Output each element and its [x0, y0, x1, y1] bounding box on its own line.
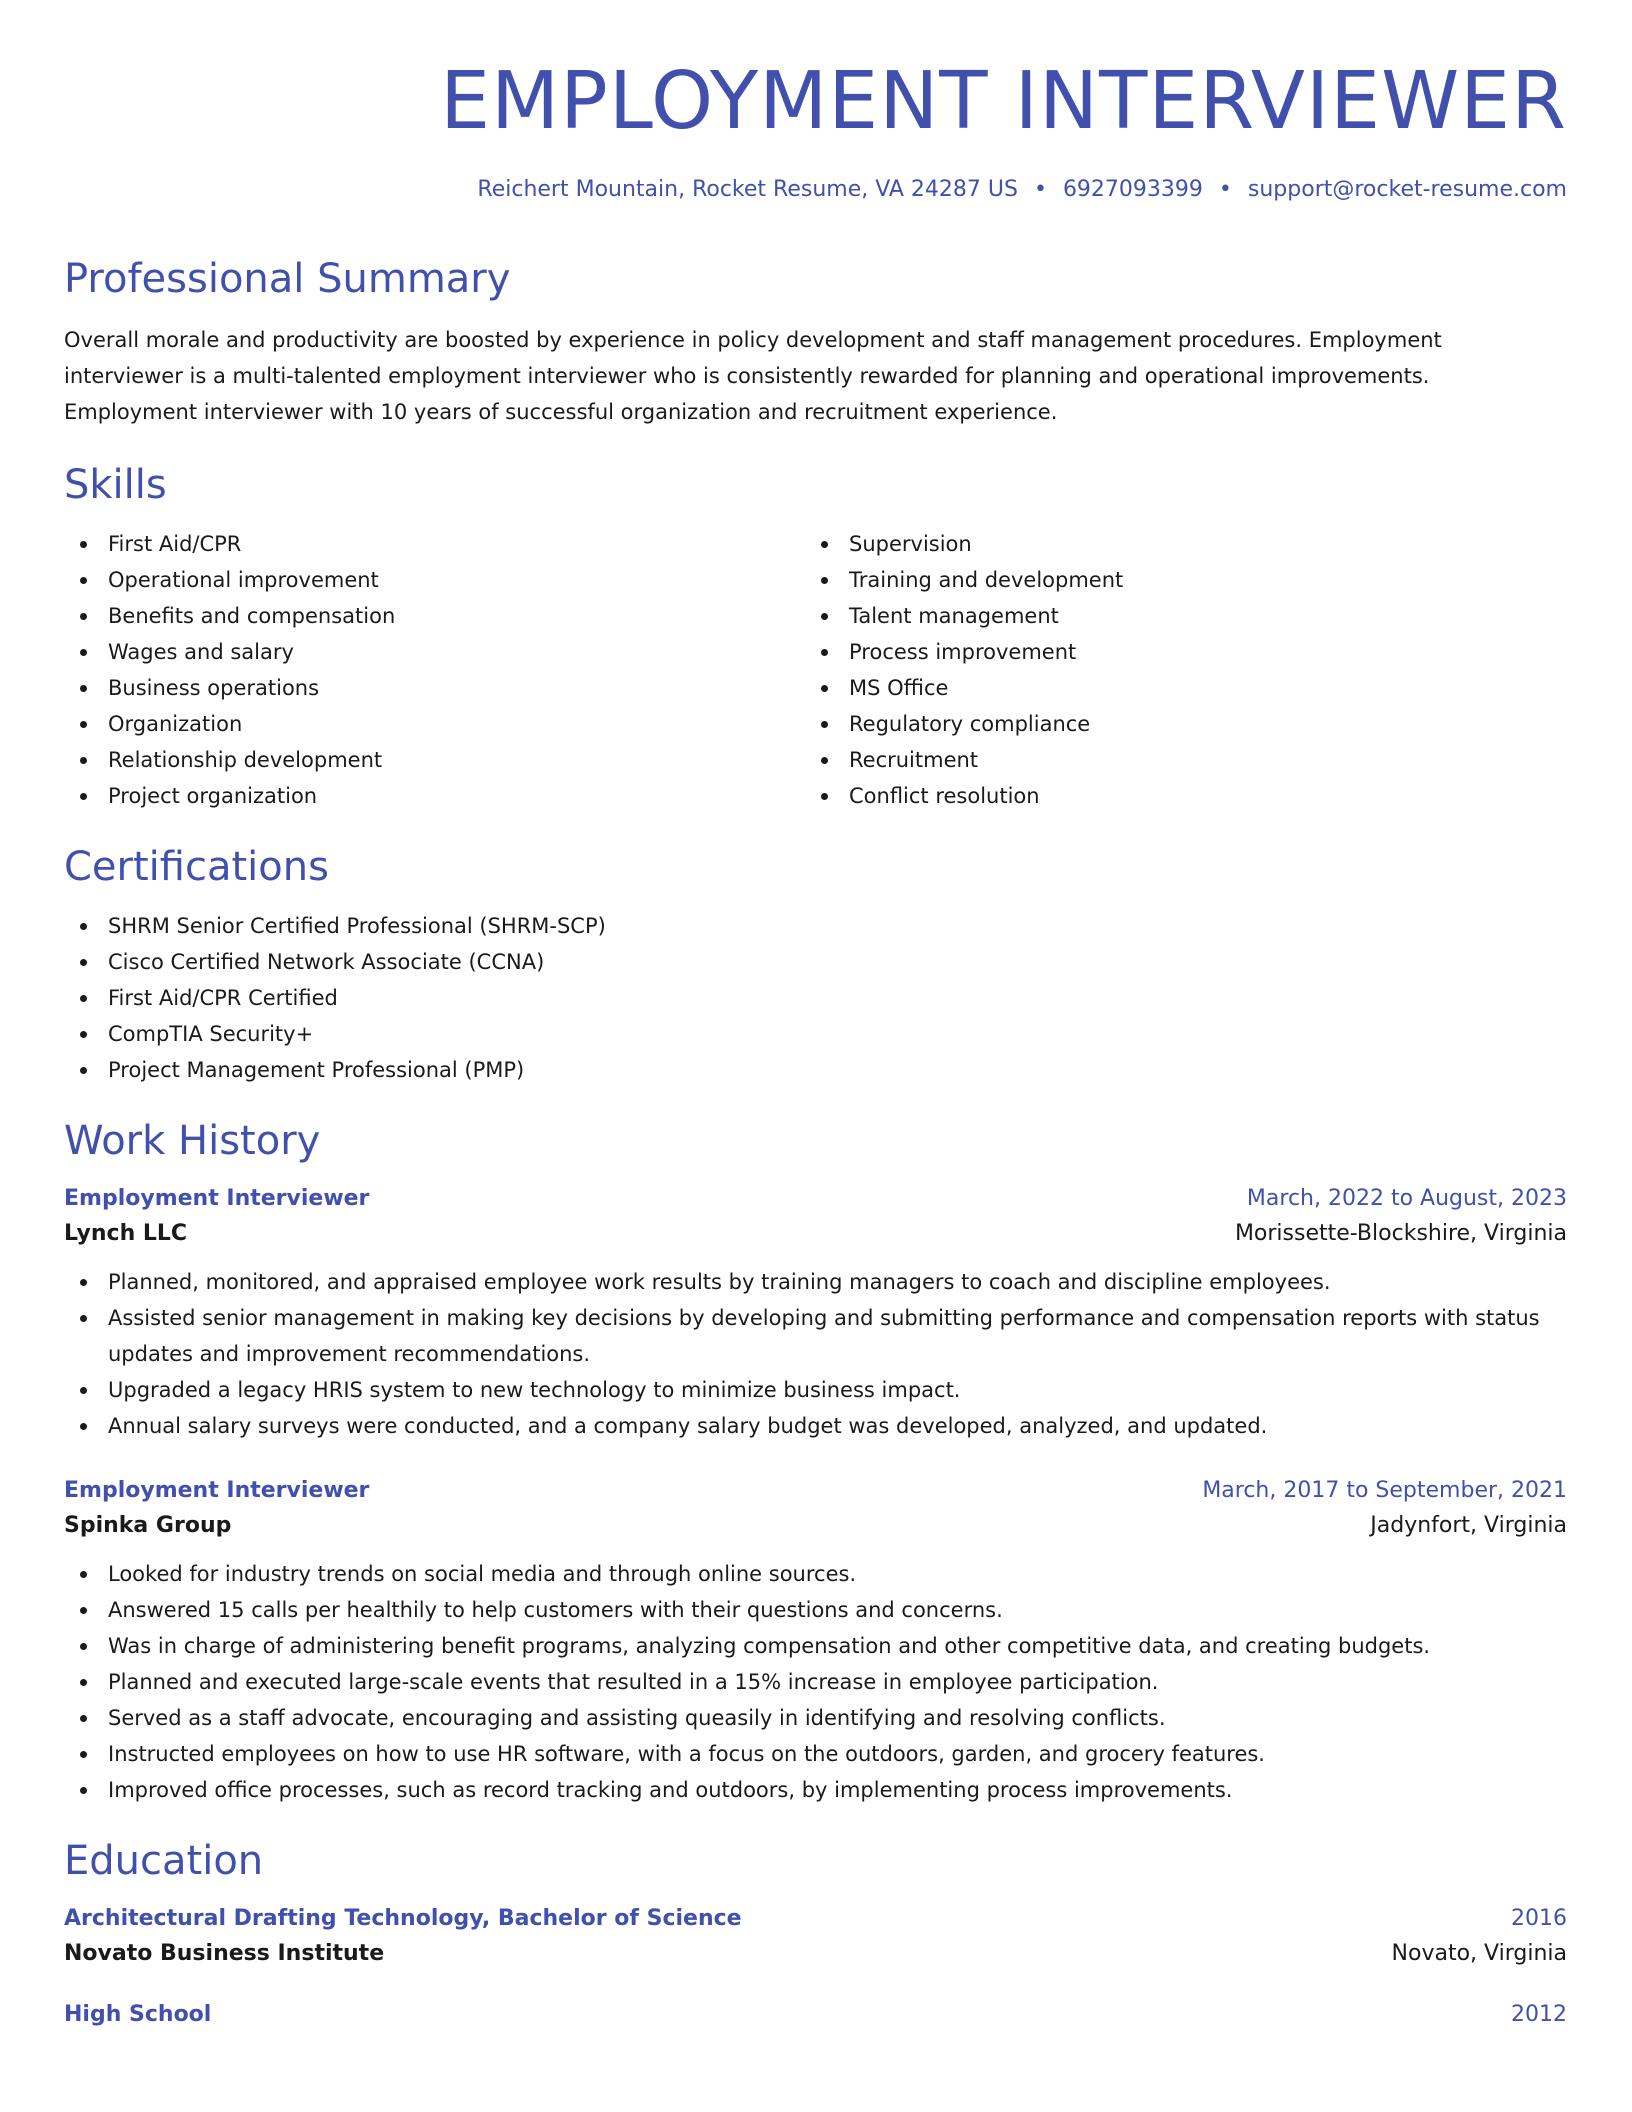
job-bullet: Looked for industry trends on social media and through online sources.	[64, 1556, 1567, 1592]
job-subheader	[64, 1513, 1567, 1538]
education-entry	[64, 2002, 1567, 2027]
summary-section	[64, 256, 1567, 430]
job-bullet: Served as a staff advocate, encouraging and assisting queasily in identifying and resolving conflicts.	[64, 1700, 1567, 1736]
certification-item: First Aid/CPR Certified	[64, 980, 1567, 1016]
job-bullet: Instructed employees on how to use HR software, with a focus on the outdoors, garden, and grocery features.	[64, 1736, 1567, 1772]
skill-item: Wages and salary	[64, 634, 805, 670]
job-bullet: Was in charge of administering benefit programs, analyzing compensation and other competitive data, and creating budgets.	[64, 1628, 1567, 1664]
skills-column-right	[805, 526, 1546, 814]
contact-phone: 6927093399	[1062, 177, 1203, 202]
education-section	[64, 1838, 1567, 2027]
skill-item: Recruitment	[805, 742, 1546, 778]
certification-item: CompTIA Security+	[64, 1016, 1567, 1052]
job-entry	[64, 1478, 1567, 1808]
education-degree: High School	[64, 2002, 212, 2027]
job-header	[64, 1478, 1567, 1503]
certifications-list	[64, 908, 1567, 1088]
skill-item: Benefits and compensation	[64, 598, 805, 634]
education-year: 2016	[1511, 1906, 1567, 1931]
skill-item: Business operations	[64, 670, 805, 706]
section-title-education: Education	[64, 1838, 264, 1884]
job-bullet: Improved office processes, such as record tracking and outdoors, by implementing process improvements.	[64, 1772, 1567, 1808]
job-bullet: Annual salary surveys were conducted, and a company salary budget was developed, analyzed, and updated.	[64, 1408, 1567, 1444]
section-title-skills: Skills	[64, 462, 167, 508]
contact-separator: •	[1033, 177, 1047, 202]
skill-item: MS Office	[805, 670, 1546, 706]
job-header	[64, 1186, 1567, 1211]
job-company: Spinka Group	[64, 1513, 232, 1538]
job-bullet: Upgraded a legacy HRIS system to new technology to minimize business impact.	[64, 1372, 1567, 1408]
section-title-summary: Professional Summary	[64, 256, 511, 302]
job-bullet: Planned and executed large-scale events that resulted in a 15% increase in employee participation.	[64, 1664, 1567, 1700]
job-bullet: Assisted senior management in making key decisions by developing and submitting performance and compensation reports with status updates and improvement recommendations.	[64, 1300, 1567, 1372]
skill-item: First Aid/CPR	[64, 526, 805, 562]
skill-item: Supervision	[805, 526, 1546, 562]
job-location: Jadynfort, Virginia	[1370, 1513, 1567, 1538]
education-header	[64, 1906, 1567, 1931]
contact-email: support@rocket-resume.com	[1247, 177, 1567, 202]
job-bullets	[64, 1264, 1567, 1444]
skill-item: Organization	[64, 706, 805, 742]
skills-column-left	[64, 526, 805, 814]
job-location: Morissette-Blockshire, Virginia	[1234, 1221, 1567, 1246]
skill-item: Conflict resolution	[805, 778, 1546, 814]
job-subheader	[64, 1221, 1567, 1246]
education-entry	[64, 1906, 1567, 1966]
contact-line	[64, 177, 1567, 202]
skill-item: Regulatory compliance	[805, 706, 1546, 742]
education-location: Novato, Virginia	[1391, 1941, 1567, 1966]
summary-text: Overall morale and productivity are boosted by experience in policy development and staff management procedures. Employment interviewer is a multi-talented employment interviewer who is consistently rewarded for planning and operational improvements. Employment interviewer with 10 years of successful organization and recruitment experience.	[64, 328, 1442, 424]
skills-list-right	[805, 526, 1546, 814]
skills-section	[64, 462, 1567, 814]
certification-item: Cisco Certified Network Associate (CCNA)	[64, 944, 1567, 980]
job-bullet: Planned, monitored, and appraised employee work results by training managers to coach and discipline employees.	[64, 1264, 1567, 1300]
job-role: Employment Interviewer	[64, 1478, 370, 1503]
resume-name: EMPLOYMENT INTERVIEWER	[440, 55, 1567, 147]
job-bullet: Answered 15 calls per healthily to help customers with their questions and concerns.	[64, 1592, 1567, 1628]
education-degree: Architectural Drafting Technology, Bachelor of Science	[64, 1906, 742, 1931]
job-company: Lynch LLC	[64, 1221, 188, 1246]
contact-separator: •	[1218, 177, 1232, 202]
skill-item: Relationship development	[64, 742, 805, 778]
certification-item: SHRM Senior Certified Professional (SHRM-SCP)	[64, 908, 1567, 944]
skill-item: Process improvement	[805, 634, 1546, 670]
certification-item: Project Management Professional (PMP)	[64, 1052, 1567, 1088]
job-bullets	[64, 1556, 1567, 1808]
skill-item: Talent management	[805, 598, 1546, 634]
education-year: 2012	[1511, 2002, 1567, 2027]
section-title-certifications: Certifications	[64, 844, 329, 890]
certifications-section	[64, 844, 1567, 1088]
job-role: Employment Interviewer	[64, 1186, 370, 1211]
section-title-work-history: Work History	[64, 1118, 321, 1164]
skills-grid	[64, 526, 1567, 814]
education-subheader	[64, 1941, 1567, 1966]
skill-item: Project organization	[64, 778, 805, 814]
contact-address: Reichert Mountain, Rocket Resume, VA 24287 US	[477, 177, 1018, 202]
education-header	[64, 2002, 1567, 2027]
education-school: Novato Business Institute	[64, 1941, 385, 1966]
skill-item: Operational improvement	[64, 562, 805, 598]
work-history-section	[64, 1118, 1567, 1808]
skill-item: Training and development	[805, 562, 1546, 598]
job-entry	[64, 1186, 1567, 1444]
job-dates: March, 2017 to September, 2021	[1202, 1478, 1567, 1503]
job-dates: March, 2022 to August, 2023	[1246, 1186, 1567, 1211]
skills-list-left	[64, 526, 805, 814]
